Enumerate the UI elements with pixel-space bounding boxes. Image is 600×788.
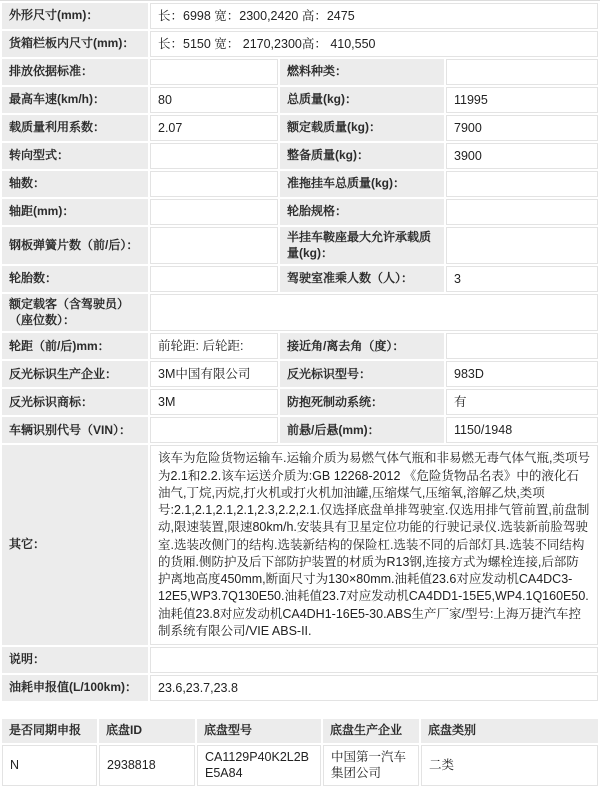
table-row xyxy=(2,171,598,197)
value-wheelbase xyxy=(150,199,278,225)
value-saddle-load xyxy=(446,227,598,264)
table-row xyxy=(2,87,598,113)
cell-chassis-manufacturer: 中国第一汽车集团公司 xyxy=(323,745,419,786)
value-load-utilization: 2.07 xyxy=(150,115,278,141)
table-row xyxy=(2,31,598,57)
value-vin xyxy=(150,417,278,443)
value-overhang: 1150/1948 xyxy=(446,417,598,443)
header-declared-same-period: 是否同期申报 xyxy=(2,719,97,743)
cell-chassis-id: 2938818 xyxy=(99,745,195,786)
value-emission-standard xyxy=(150,59,278,85)
value-total-mass: 11995 xyxy=(446,87,598,113)
table-row xyxy=(2,115,598,141)
label-abs-system: 防抱死制动系统： xyxy=(280,389,444,415)
table-row xyxy=(2,675,598,701)
table-row xyxy=(2,143,598,169)
header-chassis-manufacturer: 底盘生产企业 xyxy=(323,719,419,743)
header-chassis-model: 底盘型号 xyxy=(197,719,321,743)
label-overhang: 前悬/后悬(mm)： xyxy=(280,417,444,443)
label-fuel-consumption: 油耗申报值(L/100km)： xyxy=(2,675,148,701)
value-reflector-model: 983D xyxy=(446,361,598,387)
table-row xyxy=(2,266,598,292)
value-approach-angle xyxy=(446,333,598,359)
table-row xyxy=(2,389,598,415)
value-rated-seats xyxy=(150,294,598,331)
label-load-utilization: 载质量利用系数： xyxy=(2,115,148,141)
label-curb-mass: 整备质量(kg)： xyxy=(280,143,444,169)
label-track: 轮距（前/后)mm： xyxy=(2,333,148,359)
table-row xyxy=(2,227,598,264)
label-vin: 车辆识别代号（VIN）： xyxy=(2,417,148,443)
label-steering-type: 转向型式： xyxy=(2,143,148,169)
table-row xyxy=(2,199,598,225)
cell-declared-same-period: N xyxy=(2,745,97,786)
value-tire-spec xyxy=(446,199,598,225)
value-cab-passengers: 3 xyxy=(446,266,598,292)
label-fuel-type: 燃料种类： xyxy=(280,59,444,85)
table-row xyxy=(2,294,598,331)
label-approach-angle: 接近角/离去角（度）： xyxy=(280,333,444,359)
table-row xyxy=(2,647,598,673)
table-row xyxy=(2,333,598,359)
value-spring-leaves xyxy=(150,227,278,264)
value-rated-load: 7900 xyxy=(446,115,598,141)
label-total-mass: 总质量(kg)： xyxy=(280,87,444,113)
label-other: 其它： xyxy=(2,445,148,645)
value-abs-system: 有 xyxy=(446,389,598,415)
label-reflector-brand: 反光标识商标： xyxy=(2,389,148,415)
label-trailer-total-mass: 准拖挂车总质量(kg)： xyxy=(280,171,444,197)
table-row xyxy=(2,59,598,85)
table-row xyxy=(2,3,598,29)
chassis-header-row xyxy=(2,719,598,743)
label-note: 说明： xyxy=(2,647,148,673)
value-steering-type xyxy=(150,143,278,169)
label-reflector-manufacturer: 反光标识生产企业： xyxy=(2,361,148,387)
label-axle-count: 轴数： xyxy=(2,171,148,197)
label-tire-spec: 轮胎规格： xyxy=(280,199,444,225)
label-max-speed: 最高车速(km/h)： xyxy=(2,87,148,113)
header-chassis-category: 底盘类别 xyxy=(421,719,598,743)
value-reflector-manufacturer: 3M中国有限公司 xyxy=(150,361,278,387)
label-reflector-model: 反光标识型号： xyxy=(280,361,444,387)
value-curb-mass: 3900 xyxy=(446,143,598,169)
cell-chassis-category: 二类 xyxy=(421,745,598,786)
label-rated-seats: 额定载客（含驾驶员）（座位数）： xyxy=(2,294,148,331)
value-track: 前轮距: 后轮距: xyxy=(150,333,278,359)
table-row xyxy=(2,361,598,387)
cell-chassis-model: CA1129P40K2L2BE5A84 xyxy=(197,745,321,786)
header-chassis-id: 底盘ID xyxy=(99,719,195,743)
table-row xyxy=(2,445,598,645)
value-other: 该车为危险货物运输车.运输介质为易燃气体气瓶和非易燃无毒气体气瓶,类项号为2.1和2.2.该车运送介质为:GB 12268-2012 《危险货物品名表》中的液化石油气,丁烷,丙烷,打火机或打火机加油罐,压缩煤气,压缩氧,溶解乙炔,类项号:2.1,2.1,2.1,2.1,2.3,2.2,2.1.仅选择底盘单排驾驶室.仅选用排气管前置,前盘制动,限速装置,限速80km/h.安装具有卫星定位功能的行驶记录仪.选装新前脸驾驶室.选装改侧门的结构.选装新结构的保险杠.选装不同的后部灯具.选装不同结构的货厢.侧防护及后下部防护装置的材质为R13钢,连接方式为螺栓连接,后部防护离地高度450mm,断面尺寸为130×80mm.油耗值23.6对应发动机CA4DC3-12E5,WP3.7Q130E50.油耗值23.7对应发动机CA4DD1-15E5,WP4.1Q160E50.油耗值23.8对应发动机CA4DH1-16E5-30.ABS生产厂家/型号:上海万捷汽车控制系统有限公司/VIE ABS-II. xyxy=(150,445,598,645)
label-cargo-inner: 货箱栏板内尺寸(mm)： xyxy=(2,31,148,57)
value-axle-count xyxy=(150,171,278,197)
label-emission-standard: 排放依据标准： xyxy=(2,59,148,85)
label-spring-leaves: 钢板弹簧片数（前/后）： xyxy=(2,227,148,264)
table-row xyxy=(2,417,598,443)
value-dimensions: 长：6998 宽：2300,2420 高：2475 xyxy=(150,3,598,29)
value-tire-count xyxy=(150,266,278,292)
value-fuel-consumption: 23.6,23.7,23.8 xyxy=(150,675,598,701)
label-rated-load: 额定载质量(kg)： xyxy=(280,115,444,141)
label-tire-count: 轮胎数： xyxy=(2,266,148,292)
value-note xyxy=(150,647,598,673)
label-saddle-load: 半挂车鞍座最大允许承载质量(kg)： xyxy=(280,227,444,264)
value-max-speed: 80 xyxy=(150,87,278,113)
value-trailer-total-mass xyxy=(446,171,598,197)
label-dimensions: 外形尺寸(mm)： xyxy=(2,3,148,29)
value-fuel-type xyxy=(446,59,598,85)
label-wheelbase: 轴距(mm)： xyxy=(2,199,148,225)
value-reflector-brand: 3M xyxy=(150,389,278,415)
chassis-table xyxy=(0,717,600,788)
label-cab-passengers: 驾驶室准乘人数（人）： xyxy=(280,266,444,292)
value-cargo-inner: 长：5150 宽： 2170,2300高： 410,550 xyxy=(150,31,598,57)
chassis-data-row xyxy=(2,745,598,786)
